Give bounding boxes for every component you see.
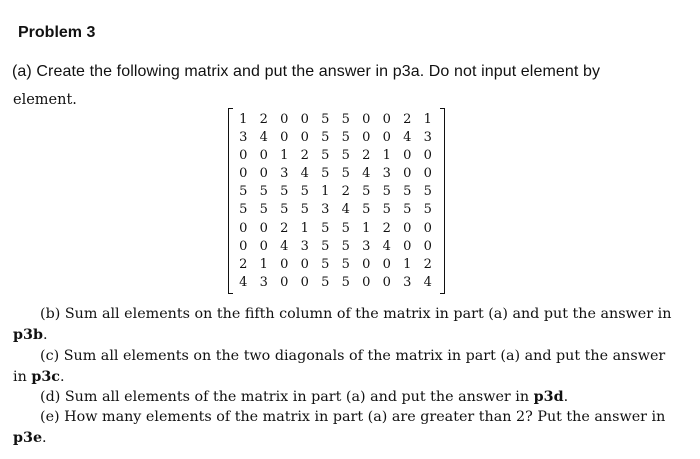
matrix-cell: 0 <box>362 130 371 146</box>
matrix-cell: 5 <box>321 220 330 236</box>
matrix-cell: 0 <box>239 148 248 164</box>
matrix-cell: 3 <box>403 274 412 290</box>
matrix-cell: 0 <box>382 274 391 290</box>
matrix-cell: 0 <box>259 148 268 164</box>
matrix-cell: 1 <box>300 220 309 236</box>
matrix-cell: 5 <box>239 202 248 218</box>
matrix-cell: 3 <box>239 130 248 146</box>
matrix-cell: 1 <box>321 184 330 200</box>
matrix-cell: 3 <box>362 238 371 254</box>
part-e-answer-line <box>13 430 47 446</box>
matrix-cell: 2 <box>403 112 412 127</box>
matrix-cell: 2 <box>362 148 371 164</box>
matrix-grid <box>233 111 438 292</box>
matrix-cell: 5 <box>321 112 330 127</box>
matrix-cell: 0 <box>382 112 391 127</box>
part-d-text <box>40 389 568 405</box>
matrix-cell: 5 <box>341 274 350 290</box>
matrix-cell: 0 <box>362 274 371 290</box>
matrix-cell: 5 <box>382 202 391 218</box>
matrix-cell: 2 <box>259 112 268 127</box>
matrix-cell: 4 <box>382 238 391 254</box>
part-c-prefix: in <box>13 369 32 385</box>
matrix-cell: 5 <box>341 166 350 182</box>
matrix-cell: 5 <box>300 202 309 218</box>
matrix-cell: 0 <box>239 238 248 254</box>
matrix-cell: 0 <box>239 220 248 236</box>
matrix-cell: 5 <box>259 202 268 218</box>
matrix-cell: 5 <box>321 130 330 146</box>
part-e-text: (e) How many elements of the matrix in part (a) are greater than 2? Put the answer in <box>40 409 666 425</box>
matrix-cell: 0 <box>382 130 391 146</box>
problem-title: Problem 3 <box>18 24 96 41</box>
matrix-cell: 0 <box>362 112 371 127</box>
matrix-cell: 4 <box>300 166 309 182</box>
part-c-answer-line <box>13 369 65 385</box>
period: . <box>42 327 48 343</box>
matrix-cell: 2 <box>382 220 391 236</box>
period: . <box>42 430 47 446</box>
matrix-cell: 1 <box>423 112 432 127</box>
matrix-cell: 2 <box>239 256 248 272</box>
matrix <box>228 108 445 294</box>
matrix-cell: 1 <box>239 112 248 127</box>
part-b-text: (b) Sum all elements on the fifth column of the matrix in part (a) and put the answer in <box>40 306 672 322</box>
matrix-cell: 1 <box>259 256 268 272</box>
part-d-prefix: (d) Sum all elements of the matrix in part (a) and put the answer in <box>40 389 534 405</box>
matrix-cell: 3 <box>300 238 309 254</box>
matrix-cell: 2 <box>280 220 289 236</box>
matrix-cell: 5 <box>321 166 330 182</box>
matrix-cell: 5 <box>362 202 371 218</box>
part-a-text: (a) Create the following matrix and put the answer in p3a. Do not input element by <box>12 63 601 80</box>
matrix-cell: 0 <box>362 256 371 272</box>
matrix-cell: 0 <box>280 274 289 290</box>
part-b-answer-line <box>13 327 48 343</box>
answer-variable-p3b: p3b <box>13 327 43 343</box>
matrix-cell: 0 <box>259 166 268 182</box>
part-c-text: (c) Sum all elements on the two diagonals of the matrix in part (a) and put the answer <box>40 348 666 364</box>
matrix-cell: 5 <box>423 184 432 200</box>
matrix-cell: 5 <box>259 184 268 200</box>
matrix-cell: 5 <box>341 130 350 146</box>
matrix-cell: 5 <box>280 202 289 218</box>
matrix-cell: 5 <box>362 184 371 200</box>
matrix-cell: 5 <box>341 238 350 254</box>
matrix-cell: 3 <box>259 274 268 290</box>
matrix-cell: 1 <box>403 256 412 272</box>
matrix-cell: 2 <box>300 148 309 164</box>
matrix-cell: 4 <box>239 274 248 290</box>
matrix-cell: 4 <box>362 166 371 182</box>
matrix-cell: 3 <box>280 166 289 182</box>
matrix-cell: 0 <box>259 220 268 236</box>
matrix-cell: 5 <box>403 184 412 200</box>
matrix-cell: 1 <box>382 148 391 164</box>
matrix-cell: 5 <box>321 274 330 290</box>
matrix-right-bracket <box>440 108 445 294</box>
matrix-cell: 0 <box>259 238 268 254</box>
matrix-cell: 0 <box>403 166 412 182</box>
matrix-cell: 5 <box>239 184 248 200</box>
matrix-cell: 4 <box>280 238 289 254</box>
matrix-cell: 0 <box>403 220 412 236</box>
matrix-cell: 3 <box>321 202 330 218</box>
answer-variable-p3e: p3e <box>13 430 43 446</box>
matrix-cell: 0 <box>300 112 309 127</box>
matrix-cell: 5 <box>321 238 330 254</box>
matrix-cell: 5 <box>403 202 412 218</box>
matrix-cell: 0 <box>300 274 309 290</box>
matrix-cell: 4 <box>259 130 268 146</box>
matrix-cell: 5 <box>341 256 350 272</box>
matrix-cell: 1 <box>362 220 371 236</box>
period: . <box>563 389 569 405</box>
matrix-cell: 3 <box>423 130 432 146</box>
matrix-cell: 0 <box>300 130 309 146</box>
matrix-cell: 2 <box>341 184 350 200</box>
matrix-cell: 0 <box>280 130 289 146</box>
matrix-cell: 5 <box>423 202 432 218</box>
matrix-cell: 0 <box>423 238 432 254</box>
answer-variable-p3c: p3c <box>31 369 60 385</box>
matrix-cell: 0 <box>382 256 391 272</box>
part-a-text-continued: element. <box>13 92 77 108</box>
matrix-cell: 3 <box>382 166 391 182</box>
period: . <box>59 369 65 385</box>
matrix-cell: 5 <box>321 256 330 272</box>
matrix-cell: 0 <box>280 256 289 272</box>
matrix-cell: 0 <box>423 166 432 182</box>
matrix-cell: 1 <box>280 148 289 164</box>
matrix-cell: 0 <box>423 148 432 164</box>
matrix-cell: 5 <box>321 148 330 164</box>
matrix-cell: 5 <box>300 184 309 200</box>
matrix-cell: 0 <box>403 238 412 254</box>
matrix-cell: 4 <box>341 202 350 218</box>
matrix-cell: 0 <box>403 148 412 164</box>
matrix-cell: 5 <box>341 220 350 236</box>
matrix-cell: 2 <box>423 256 432 272</box>
matrix-cell: 5 <box>341 148 350 164</box>
matrix-cell: 0 <box>239 166 248 182</box>
matrix-cell: 0 <box>423 220 432 236</box>
matrix-cell: 0 <box>280 112 289 127</box>
matrix-cell: 4 <box>423 274 432 290</box>
matrix-cell: 4 <box>403 130 412 146</box>
matrix-cell: 5 <box>341 112 350 127</box>
matrix-cell: 5 <box>280 184 289 200</box>
matrix-cell: 0 <box>300 256 309 272</box>
answer-variable-p3d: p3d <box>533 389 564 405</box>
matrix-cell: 5 <box>382 184 391 200</box>
